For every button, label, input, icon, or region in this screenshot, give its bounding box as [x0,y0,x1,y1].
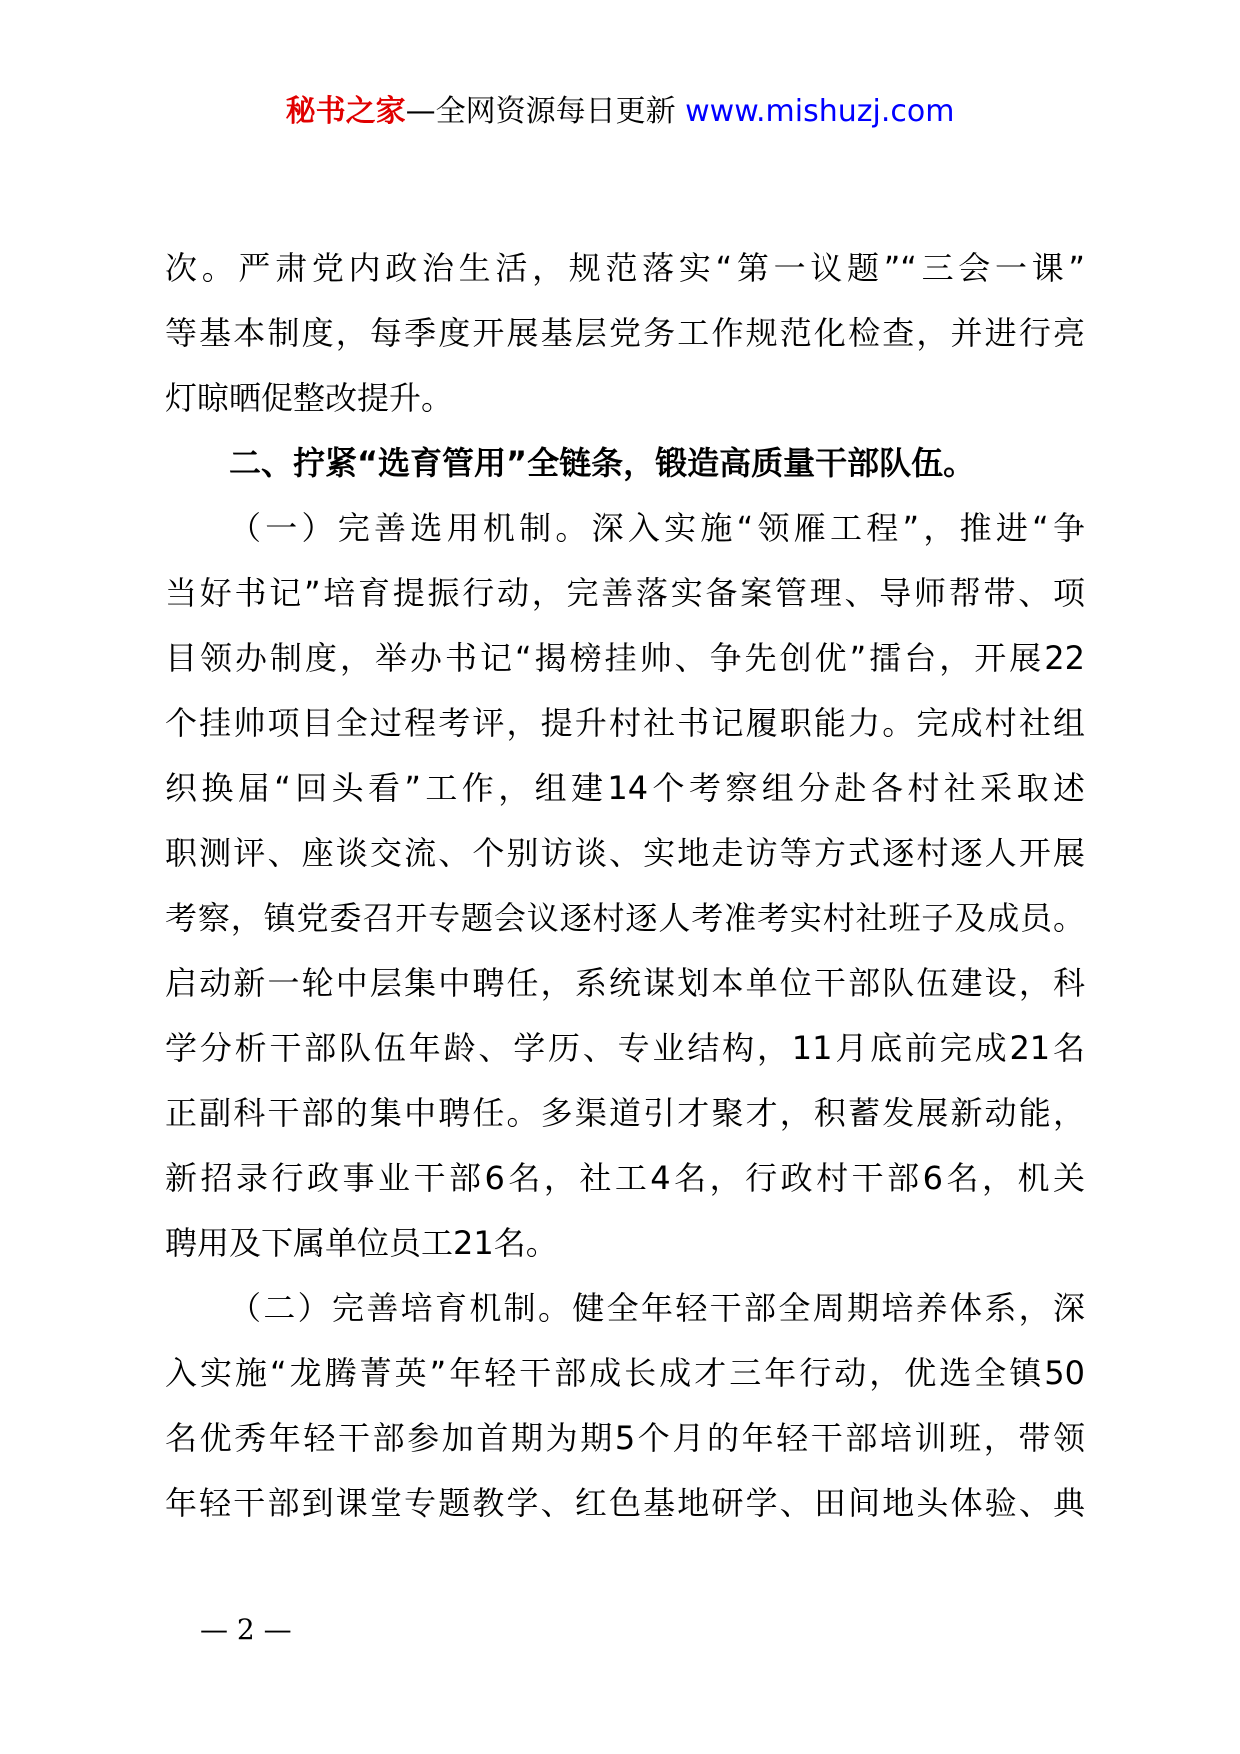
text-line: 启动新一轮中层集中聘任，系统谋划本单位干部队伍建设，科 [165,964,1085,1002]
text-line: 织换届“回头看”工作，组建14个考察组分赴各村社采取述 [165,769,1085,807]
document-body [165,236,1085,1536]
text-line: 入实施“龙腾菁英”年轻干部成长成才三年行动，优选全镇50 [165,1354,1085,1392]
text-line: 聘用及下属单位员工21名。 [165,1224,558,1262]
page-number: — 2 — [200,1613,292,1646]
text-line: 新招录行政事业干部6名，社工4名，行政村干部6名，机关 [165,1159,1085,1197]
text-line: （一）完善选用机制。深入实施“领雁工程”，推进“争 [229,509,1085,547]
text-line: 学分析干部队伍年龄、学历、专业结构，11月底前完成21名 [165,1029,1085,1067]
text-line: 灯晾晒促整改提升。 [165,379,454,417]
document-header [0,92,1240,132]
text-line: 等基本制度，每季度开展基层党务工作规范化检查，并进行亮 [165,314,1085,352]
header-slogan: —全网资源每日更新 [405,94,676,129]
text-line: （二）完善培育机制。健全年轻干部全周期培养体系，深 [229,1289,1085,1327]
text-line: 目领办制度，举办书记“揭榜挂帅、争先创优”擂台，开展22 [165,639,1085,677]
text-line: 次。严肃党内政治生活，规范落实“第一议题”“三会一课” [165,249,1085,287]
text-line: 名优秀年轻干部参加首期为期5个月的年轻干部培训班，带领 [165,1419,1085,1457]
text-line: 年轻干部到课堂专题教学、红色基地研学、田间地头体验、典 [165,1484,1085,1522]
section-heading: 二、拧紧“选育管用”全链条，锻造高质量干部队伍。 [229,444,976,482]
text-line: 当好书记”培育提振行动，完善落实备案管理、导师帮带、项 [165,574,1085,612]
text-line: 个挂帅项目全过程考评，提升村社书记履职能力。完成村社组 [165,704,1085,742]
text-line: 正副科干部的集中聘任。多渠道引才聚才，积蓄发展新动能， [165,1094,1085,1132]
text-line: 职测评、座谈交流、个别访谈、实地走访等方式逐村逐人开展 [165,834,1085,872]
website-link[interactable]: www.mishuzj.com [685,94,955,129]
text-line: 考察，镇党委召开专题会议逐村逐人考准考实村社班子及成员。 [165,899,1085,937]
brand-name: 秘书之家 [285,94,406,129]
